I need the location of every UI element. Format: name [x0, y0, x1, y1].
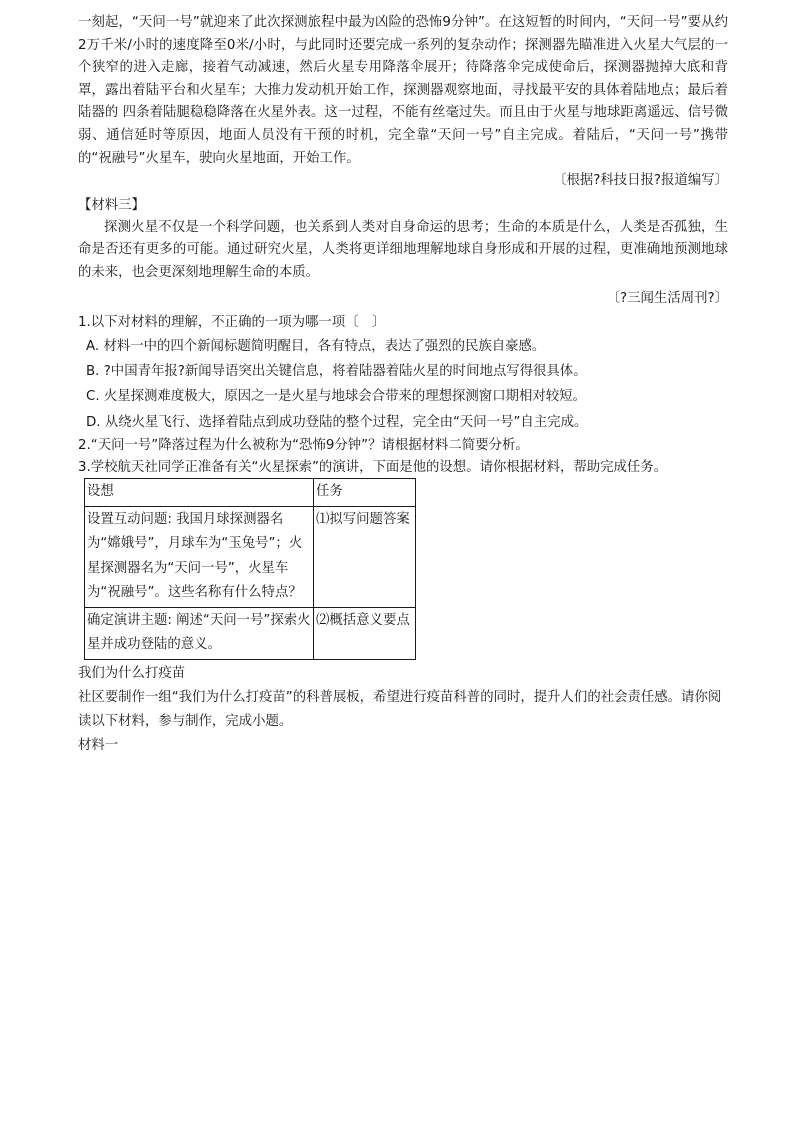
material2-source: 〔根据?科技日报?报道编写〕 [553, 173, 728, 189]
question-3: 3.学校航天社同学正准备有关“火星探索”的演讲，下面是他的设想。请你根据材料，帮助完成任务。 [78, 459, 668, 475]
question-1-option-c: C. 火星探测难度极大，原因之一是火星与地球会合带来的理想探测窗口期相对较短。 [86, 389, 586, 405]
material3-source: 〔?三闻生活周刊?〕 [606, 290, 728, 306]
material3-paragraph: 探测火星不仅是一个科学问题，也关系到人类对自身命运的思考；生命的本质是什么，人类是否孤独，生命是否还有更多的可能。通过研究火星，人类将更详细地理解地球自身形成和开展的过程，更准确地预测地球的未来，也会更深刻地理解生命的本质。 [78, 219, 728, 280]
document-page [78, 12, 728, 758]
vaccine-title: 我们为什么打疫苗 [78, 665, 186, 681]
table-row [85, 506, 416, 607]
task-table [84, 478, 416, 660]
question-1-option-b: B. ?中国青年报?新闻导语突出关键信息，将着陆器着陆火星的时间地点写得很具体。 [86, 364, 587, 380]
table-row [85, 607, 416, 659]
question-1-stem: 1.以下对材料的理解，不正确的一项为哪一项〔 〕 [78, 315, 386, 331]
table-cell-idea: 设置互动问题: 我国月球探测器名为“嫦娥号”，月球车为“玉兔号”；火星探测器名为“天问一号”，火星车为“祝融号”。这些名称有什么特点？ [85, 506, 314, 607]
material3-heading: 【材料三】 [78, 197, 145, 213]
vaccine-intro: 社区要制作一组“我们为什么打疫苗”的科普展板，希望进行疫苗科普的同时，提升人们的社会责任感。请你阅读以下材料，参与制作，完成小题。 [78, 689, 722, 729]
table-cell-task: ⑴拟写问题答案 [314, 506, 416, 607]
table-header-task: 任务 [314, 479, 416, 507]
table-header-idea: 设想 [85, 479, 314, 507]
question-1-option-d: D. 从绕火星飞行、选择着陆点到成功登陆的整个过程，完全由“天问一号”自主完成。 [86, 414, 588, 430]
table-cell-idea: 确定演讲主题: 阐述“天问一号”探索火星并成功登陆的意义。 [85, 607, 314, 659]
question-2: 2.“天问一号”降落过程为什么被称为“恐怖9分钟”？请根据材料二简要分析。 [78, 437, 529, 453]
material2-paragraph: 一刻起，“天问一号”就迎来了此次探测旅程中最为凶险的恐怖9分钟”。在这短暂的时间内，“天问一号”要从约2万千米/小时的速度降至0米/小时，与此同时还要完成一系列的复杂动作；探测器先瞄准进入火星大气层的一个狭窄的进入走廊，接着气动减速，然后火星专用降落伞展开；待降落伞完成使命后，探测器抛掉大底和背罩，露出着陆平台和火星车；大推力发动机开始工作，探测器观察地面，寻找最平安的具体着陆地点；最后着陆器的 四条着陆腿稳稳降落在火星外表。这一过程，不能有丝毫过失。而且由于火星与地球距离遥远、信号微弱、通信延时等原因，地面人员没有干预的时机，完全靠“天问一号”自主完成。着陆后，“天问一号”携带的“祝融号”火星车，驶向火星地面，开始工作。 [78, 15, 728, 166]
table-header-row [85, 479, 416, 507]
table-cell-task: ⑵概括意义要点 [314, 607, 416, 659]
question-1-option-a: A. 材料一中的四个新闻标题简明醒目，各有特点，表达了强烈的民族自豪感。 [86, 338, 546, 354]
vaccine-material1-label: 材料一 [78, 737, 119, 753]
